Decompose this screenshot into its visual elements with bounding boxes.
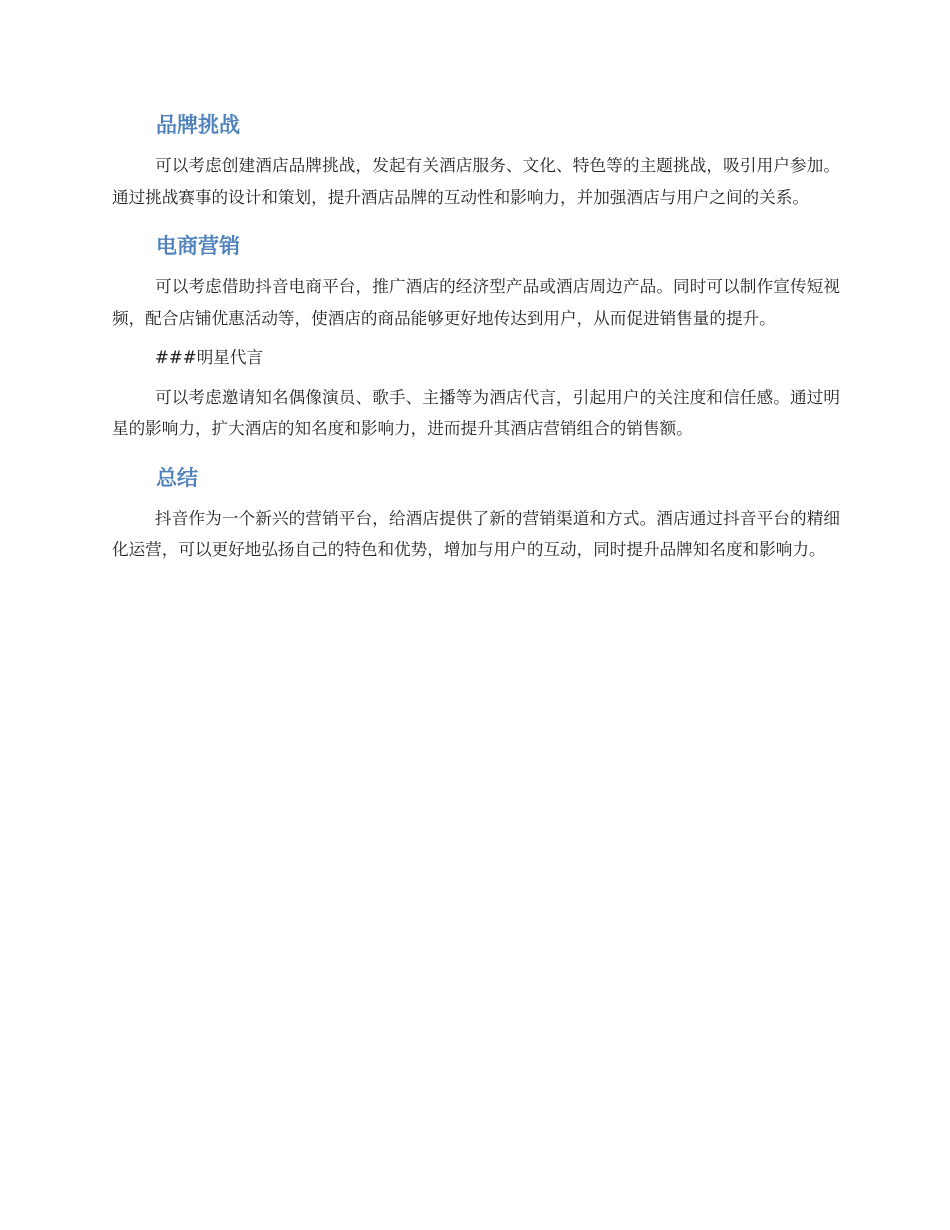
section-paragraph-ecommerce-marketing: 可以考虑借助抖音电商平台，推广酒店的经济型产品或酒店周边产品。同时可以制作宣传短视频，配合店铺优惠活动等，使酒店的商品能够更好地传达到用户，从而促进销售量的提升。 [112, 277, 840, 328]
section-paragraph-celebrity-endorsement: 可以考虑邀请知名偶像演员、歌手、主播等为酒店代言，引起用户的关注度和信任感。通过明星的影响力，扩大酒店的知名度和影响力，进而提升其酒店营销组合的销售额。 [112, 387, 840, 438]
section-heading-brand-challenge: 品牌挑战 [156, 113, 240, 137]
section-heading-summary: 总结 [156, 465, 198, 490]
section-heading-ecommerce-marketing: 电商营销 [156, 234, 240, 258]
section-paragraph-brand-challenge: 可以考虑创建酒店品牌挑战，发起有关酒店服务、文化、特色等的主题挑战，吸引用户参加。通过挑战赛事的设计和策划，提升酒店品牌的互动性和影响力，并加强酒店与用户之间的关系。 [112, 156, 840, 207]
plain-text-heading-celebrity-endorsement: ###明星代言 [155, 348, 264, 367]
document-content [112, 100, 840, 566]
section-paragraph-summary: 抖音作为一个新兴的营销平台，给酒店提供了新的营销渠道和方式。酒店通过抖音平台的精细化运营，可以更好地弘扬自己的特色和优势，增加与用户的互动，同时提升品牌知名度和影响力。 [112, 508, 840, 559]
